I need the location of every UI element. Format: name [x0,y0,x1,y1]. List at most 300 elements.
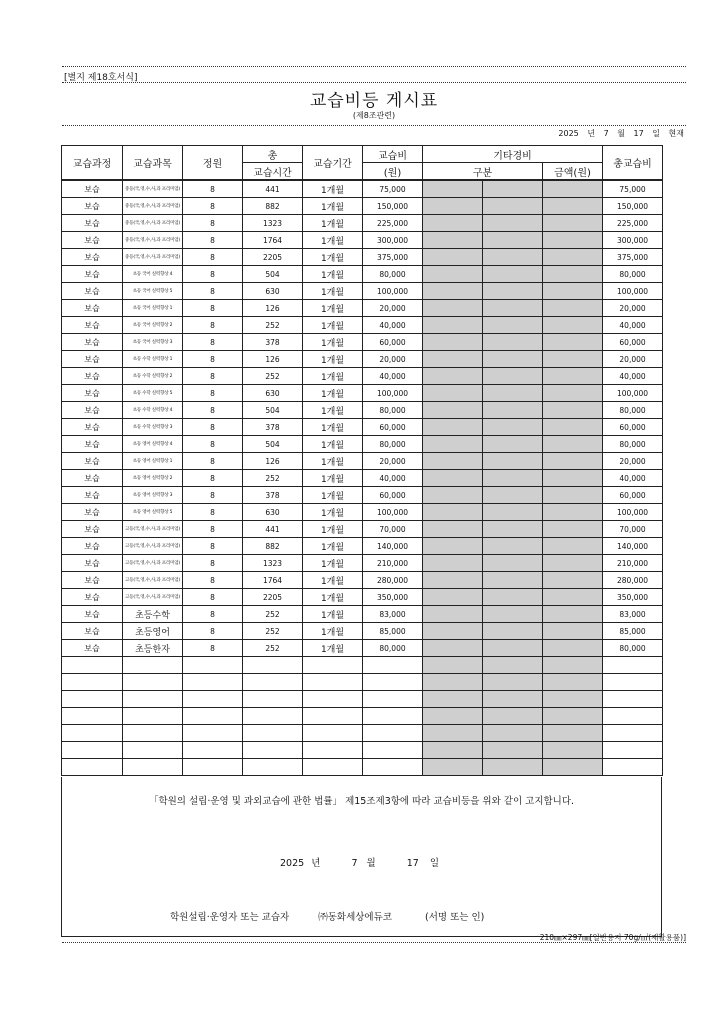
other-amount-cell [543,249,603,266]
period-cell: 1개월 [303,232,363,249]
empty-row [62,708,663,725]
period-cell: 1개월 [303,419,363,436]
other-type-cell-2 [483,521,543,538]
empty-cell [543,725,603,742]
empty-cell [423,708,483,725]
table-row [62,334,663,351]
current-date [558,128,684,139]
total-fee-cell: 100,000 [603,504,663,521]
empty-row [62,725,663,742]
capacity-cell: 8 [183,640,243,657]
other-type-cell-2 [483,317,543,334]
other-type-cell-2 [483,589,543,606]
other-type-cell-2 [483,402,543,419]
empty-cell [483,674,543,691]
other-type-cell-2 [483,368,543,385]
table-row [62,453,663,470]
empty-cell [243,674,303,691]
other-type-cell-2 [483,198,543,215]
month-unit: 월 [366,858,376,869]
capacity-cell: 8 [183,572,243,589]
fee-cell: 60,000 [363,419,423,436]
empty-cell [303,691,363,708]
fee-cell: 100,000 [363,283,423,300]
period-cell: 1개월 [303,180,363,198]
empty-cell [62,742,123,759]
other-type-cell [423,283,483,300]
capacity-cell: 8 [183,470,243,487]
empty-cell [423,674,483,691]
capacity-cell: 8 [183,487,243,504]
other-type-cell [423,453,483,470]
empty-cell [363,674,423,691]
empty-row [62,742,663,759]
empty-cell [243,725,303,742]
hours-cell: 252 [243,317,303,334]
year: 2025 [280,858,305,869]
total-fee-cell: 60,000 [603,334,663,351]
other-type-cell-2 [483,232,543,249]
table-row [62,640,663,657]
course-cell: 보습 [62,640,123,657]
period-cell: 1개월 [303,572,363,589]
total-fee-cell: 75,000 [603,180,663,198]
subject-cell: 초등 국어 실력향상 4 [123,266,183,283]
table-row [62,266,663,283]
empty-cell [603,674,663,691]
header-total-fee: 총교습비 [603,146,663,181]
other-amount-cell [543,538,603,555]
table-row [62,521,663,538]
fee-cell: 40,000 [363,368,423,385]
subject-cell: 초등한자 [123,640,183,657]
hours-cell: 126 [243,453,303,470]
hours-cell: 504 [243,402,303,419]
other-amount-cell [543,589,603,606]
empty-cell [423,725,483,742]
header-other-amount: 금액(원) [543,163,603,181]
table-row [62,606,663,623]
fee-cell: 80,000 [363,266,423,283]
course-cell: 보습 [62,419,123,436]
other-amount-cell [543,453,603,470]
other-amount-cell [543,215,603,232]
header-fee-bottom: (원) [363,163,423,181]
course-cell: 보습 [62,470,123,487]
fee-cell: 85,000 [363,623,423,640]
course-cell: 보습 [62,368,123,385]
capacity-cell: 8 [183,623,243,640]
course-cell: 보습 [62,283,123,300]
total-fee-cell: 280,000 [603,572,663,589]
day: 17 [633,129,644,138]
capacity-cell: 8 [183,300,243,317]
empty-row [62,657,663,674]
other-type-cell [423,436,483,453]
subject-cell: 중등(국,영,수,사,과 프리미엄) [123,232,183,249]
empty-row [62,759,663,776]
period-cell: 1개월 [303,334,363,351]
fee-cell: 80,000 [363,402,423,419]
course-cell: 보습 [62,317,123,334]
empty-cell [423,691,483,708]
total-fee-cell: 80,000 [603,266,663,283]
top-rule [62,66,686,67]
total-fee-cell: 100,000 [603,385,663,402]
empty-cell [123,657,183,674]
fee-cell: 225,000 [363,215,423,232]
empty-cell [62,691,123,708]
total-fee-cell: 40,000 [603,368,663,385]
other-type-cell-2 [483,470,543,487]
capacity-cell: 8 [183,402,243,419]
total-fee-cell: 140,000 [603,538,663,555]
capacity-cell: 8 [183,453,243,470]
empty-row [62,674,663,691]
subject-cell: 초등 영어 실력향상 2 [123,470,183,487]
date-suffix: 현재 [668,129,684,138]
empty-cell [303,708,363,725]
other-type-cell [423,555,483,572]
empty-cell [603,708,663,725]
other-type-cell [423,419,483,436]
header-period: 교습기간 [303,146,363,181]
other-type-cell [423,198,483,215]
other-type-cell [423,504,483,521]
empty-cell [62,708,123,725]
other-type-cell-2 [483,334,543,351]
course-cell: 보습 [62,215,123,232]
subject-cell: 초등 영어 실력향상 4 [123,436,183,453]
hours-cell: 504 [243,436,303,453]
other-type-cell [423,521,483,538]
capacity-cell: 8 [183,538,243,555]
total-fee-cell: 60,000 [603,419,663,436]
table-row [62,589,663,606]
other-type-cell-2 [483,504,543,521]
other-amount-cell [543,232,603,249]
header-other-expenses: 기타경비 [423,146,603,163]
hours-cell: 504 [243,266,303,283]
total-fee-cell: 225,000 [603,215,663,232]
subject-cell: 고등(국,영,수,사,과 프리미엄) [123,555,183,572]
hours-cell: 378 [243,334,303,351]
other-amount-cell [543,419,603,436]
header-subject: 교습과목 [123,146,183,181]
other-type-cell [423,487,483,504]
other-type-cell [423,300,483,317]
other-type-cell [423,589,483,606]
fee-cell: 150,000 [363,198,423,215]
header-capacity: 정원 [183,146,243,181]
empty-cell [363,708,423,725]
capacity-cell: 8 [183,283,243,300]
signature-line [170,909,484,923]
empty-cell [543,674,603,691]
subject-cell: 초등영어 [123,623,183,640]
header-total-hours-bottom: 교습시간 [243,163,303,181]
period-cell: 1개월 [303,283,363,300]
notice-date [280,855,439,869]
total-fee-cell: 70,000 [603,521,663,538]
other-amount-cell [543,572,603,589]
fee-cell: 100,000 [363,504,423,521]
capacity-cell: 8 [183,249,243,266]
capacity-cell: 8 [183,351,243,368]
header-course: 교습과정 [62,146,123,181]
empty-cell [603,725,663,742]
fee-cell: 210,000 [363,555,423,572]
other-amount-cell [543,470,603,487]
fee-cell: 60,000 [363,487,423,504]
empty-cell [603,742,663,759]
hours-cell: 882 [243,538,303,555]
subject-cell: 초등 영어 실력향상 3 [123,487,183,504]
page-subtitle: (제8조관련) [352,111,396,120]
course-cell: 보습 [62,300,123,317]
fee-cell: 40,000 [363,317,423,334]
month-unit: 월 [617,129,625,138]
empty-cell [363,657,423,674]
empty-cell [363,691,423,708]
empty-cell [303,657,363,674]
total-fee-cell: 20,000 [603,351,663,368]
capacity-cell: 8 [183,385,243,402]
hours-cell: 126 [243,351,303,368]
paper-spec: 210㎜×297㎜[일반용지 70g/㎡(재활용품)] [539,933,686,942]
fee-cell: 75,000 [363,180,423,198]
fee-cell: 350,000 [363,589,423,606]
other-type-cell [423,368,483,385]
table-row [62,572,663,589]
course-cell: 보습 [62,538,123,555]
other-amount-cell [543,351,603,368]
capacity-cell: 8 [183,180,243,198]
total-fee-cell: 350,000 [603,589,663,606]
other-type-cell-2 [483,436,543,453]
empty-cell [483,657,543,674]
year-unit: 년 [311,858,321,869]
empty-cell [243,759,303,776]
total-fee-cell: 300,000 [603,232,663,249]
subject-cell: 중등(국,영,수,사,과 프리미엄) [123,249,183,266]
hours-cell: 630 [243,283,303,300]
course-cell: 보습 [62,521,123,538]
empty-cell [183,742,243,759]
fee-cell: 140,000 [363,538,423,555]
fee-cell: 60,000 [363,334,423,351]
rule [62,82,686,83]
other-type-cell [423,640,483,657]
hours-cell: 252 [243,368,303,385]
fee-cell: 83,000 [363,606,423,623]
other-type-cell-2 [483,640,543,657]
hours-cell: 882 [243,198,303,215]
empty-cell [123,708,183,725]
other-type-cell [423,606,483,623]
total-fee-cell: 100,000 [603,283,663,300]
other-type-cell [423,334,483,351]
period-cell: 1개월 [303,215,363,232]
other-type-cell-2 [483,385,543,402]
rule [62,125,686,126]
table-row [62,402,663,419]
other-type-cell-2 [483,300,543,317]
capacity-cell: 8 [183,368,243,385]
total-fee-cell: 85,000 [603,623,663,640]
other-type-cell-2 [483,266,543,283]
empty-cell [543,708,603,725]
other-type-cell-2 [483,555,543,572]
empty-cell [183,759,243,776]
empty-cell [303,742,363,759]
hours-cell: 1764 [243,572,303,589]
empty-cell [183,725,243,742]
hours-cell: 1323 [243,555,303,572]
fee-cell: 20,000 [363,300,423,317]
capacity-cell: 8 [183,266,243,283]
total-fee-cell: 83,000 [603,606,663,623]
period-cell: 1개월 [303,317,363,334]
hours-cell: 630 [243,385,303,402]
other-type-cell-2 [483,419,543,436]
day-unit: 일 [652,129,660,138]
hours-cell: 378 [243,487,303,504]
other-type-cell-2 [483,283,543,300]
hours-cell: 252 [243,606,303,623]
empty-cell [243,708,303,725]
subject-cell: 고등(국,영,수,사,과 프리미엄) [123,538,183,555]
fee-cell: 375,000 [363,249,423,266]
empty-cell [543,759,603,776]
table-row [62,385,663,402]
other-type-cell-2 [483,249,543,266]
other-type-cell [423,351,483,368]
other-amount-cell [543,640,603,657]
period-cell: 1개월 [303,555,363,572]
year: 2025 [558,129,579,138]
other-amount-cell [543,504,603,521]
other-type-cell [423,470,483,487]
course-cell: 보습 [62,589,123,606]
table-row [62,351,663,368]
empty-cell [62,657,123,674]
table-row [62,317,663,334]
other-type-cell [423,538,483,555]
hours-cell: 126 [243,300,303,317]
month: 7 [351,858,358,869]
other-amount-cell [543,368,603,385]
empty-cell [543,657,603,674]
capacity-cell: 8 [183,555,243,572]
period-cell: 1개월 [303,470,363,487]
other-type-cell-2 [483,538,543,555]
subject-cell: 초등 수학 실력향상 4 [123,402,183,419]
header-total-hours-top: 총 [243,146,303,163]
day-unit: 일 [429,858,440,869]
period-cell: 1개월 [303,300,363,317]
empty-cell [483,708,543,725]
subject-cell: 초등 영어 실력향상 5 [123,504,183,521]
empty-cell [123,691,183,708]
table-row [62,419,663,436]
total-fee-cell: 80,000 [603,436,663,453]
other-type-cell [423,572,483,589]
empty-cell [243,657,303,674]
other-amount-cell [543,436,603,453]
other-amount-cell [543,334,603,351]
empty-cell [303,674,363,691]
hours-cell: 1323 [243,215,303,232]
capacity-cell: 8 [183,419,243,436]
fee-cell: 300,000 [363,232,423,249]
other-type-cell-2 [483,215,543,232]
course-cell: 보습 [62,334,123,351]
period-cell: 1개월 [303,487,363,504]
subject-cell: 중등(국,영,수,사,과 프리미엄) [123,180,183,198]
empty-cell [483,725,543,742]
total-fee-cell: 80,000 [603,640,663,657]
subject-cell: 초등 수학 실력향상 2 [123,368,183,385]
empty-cell [603,691,663,708]
hours-cell: 2205 [243,589,303,606]
fee-cell: 40,000 [363,470,423,487]
other-amount-cell [543,402,603,419]
empty-cell [123,759,183,776]
other-type-cell [423,180,483,198]
capacity-cell: 8 [183,198,243,215]
capacity-cell: 8 [183,504,243,521]
table-row [62,368,663,385]
signature-label: (서명 또는 인) [425,912,485,923]
other-type-cell [423,402,483,419]
total-fee-cell: 40,000 [603,470,663,487]
table-row [62,436,663,453]
other-amount-cell [543,385,603,402]
empty-cell [303,759,363,776]
fee-cell: 100,000 [363,385,423,402]
subject-cell: 초등 수학 실력향상 5 [123,385,183,402]
other-amount-cell [543,521,603,538]
total-fee-cell: 20,000 [603,453,663,470]
empty-cell [183,657,243,674]
empty-cell [483,742,543,759]
course-cell: 보습 [62,487,123,504]
subject-cell: 고등(국,영,수,사,과 프리미엄) [123,589,183,606]
capacity-cell: 8 [183,589,243,606]
hours-cell: 630 [243,504,303,521]
bottom-rule [62,942,686,943]
other-type-cell-2 [483,623,543,640]
course-cell: 보습 [62,623,123,640]
other-type-cell [423,385,483,402]
fee-cell: 20,000 [363,453,423,470]
table-row [62,487,663,504]
empty-cell [62,759,123,776]
fee-cell: 80,000 [363,436,423,453]
empty-cell [543,691,603,708]
empty-cell [183,691,243,708]
total-fee-cell: 20,000 [603,300,663,317]
table-row [62,555,663,572]
subject-cell: 초등 수학 실력향상 3 [123,419,183,436]
table-row [62,249,663,266]
period-cell: 1개월 [303,521,363,538]
other-type-cell [423,232,483,249]
subject-cell: 고등(국,영,수,사,과 프리미엄) [123,521,183,538]
empty-cell [243,691,303,708]
capacity-cell: 8 [183,436,243,453]
